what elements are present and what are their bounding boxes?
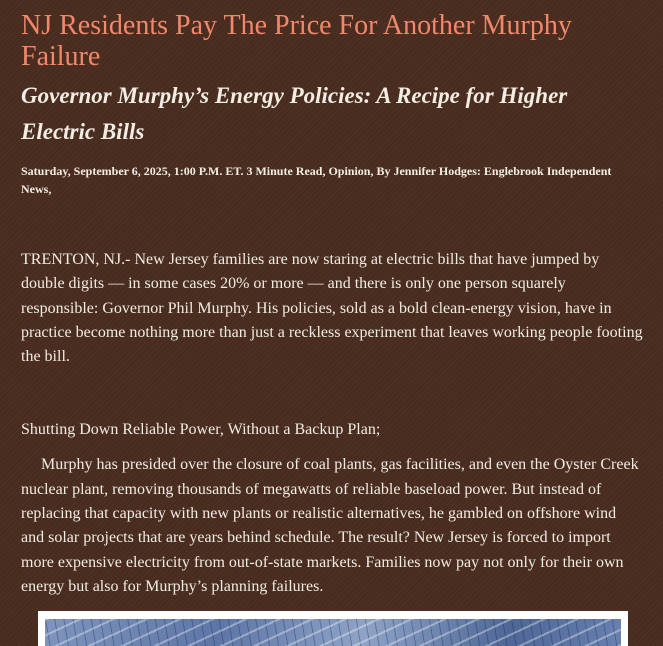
solar-panel-photo bbox=[45, 619, 621, 646]
article-byline: Saturday, September 6, 2025, 1:00 P.M. ET. 3 Minute Read, Opinion, By Jennifer Hodges: Englebrook Independent News, bbox=[21, 164, 612, 196]
article-image-frame bbox=[38, 611, 628, 646]
article-headline: NJ Residents Pay The Price For Another Murphy Failure bbox=[21, 10, 572, 72]
article-subheadline: Governor Murphy’s Energy Policies: A Recipe for Higher Electric Bills bbox=[21, 83, 568, 144]
section-paragraph: Murphy has presided over the closure of coal plants, gas facilities, and even the Oyster Creek nuclear plant, removing thousands of megawatts of reliable baseload power. But instead of replacing that capacity with new plants or realistic alternatives, he gambled on offshore wind and solar projects that are years behind schedule. The result? New Jersey is forced to import more expensive electricity from out-of-state markets. Families now pay not only for their own energy but also for Murphy’s planning failures. bbox=[21, 456, 639, 595]
section-heading: Shutting Down Reliable Power, Without a Backup Plan; bbox=[21, 421, 381, 439]
article-lede-paragraph: TRENTON, NJ.- New Jersey families are now staring at electric bills that have jumped by double digits — in some cases 20% or more — and there is only one person squarely responsible: Governor Phil Murphy. His policies, sold as a bold clean-energy vision, have in practice become nothing more than just a reckless experiment that leaves working people footing the bill. bbox=[21, 251, 643, 366]
